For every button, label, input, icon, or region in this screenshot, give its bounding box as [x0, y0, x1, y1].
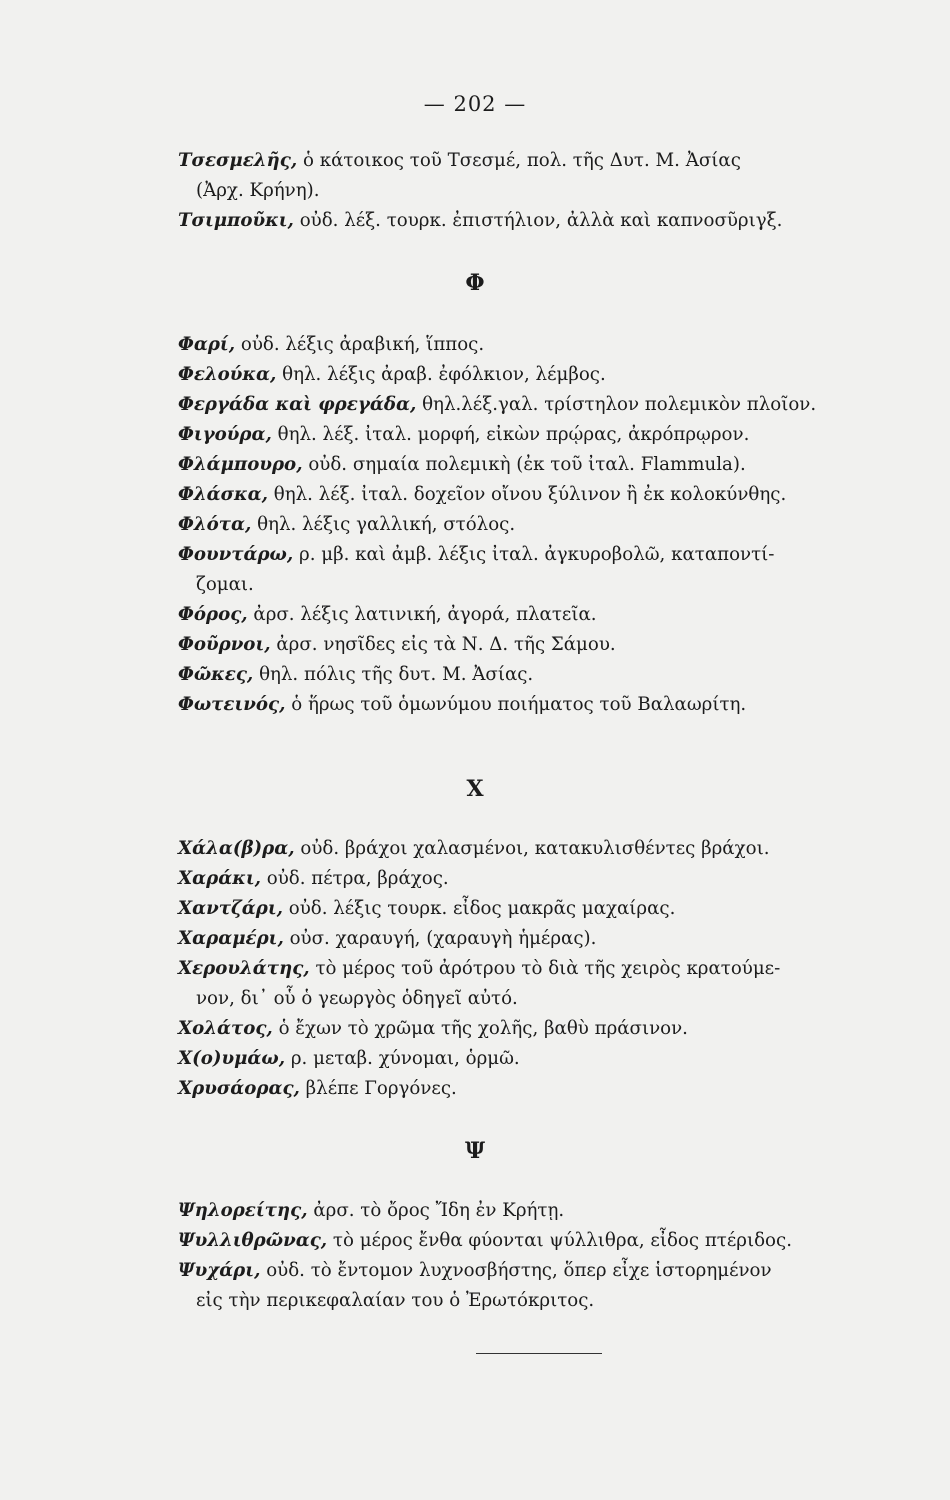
definition: θηλ. πόλις τῆς δυτ. Μ. Ἀσίας.	[259, 664, 534, 685]
entry	[178, 924, 900, 954]
entry	[178, 450, 900, 480]
entry	[178, 480, 900, 510]
entry	[178, 510, 900, 540]
headword: Χαράκι,	[178, 868, 261, 889]
entry	[178, 1256, 900, 1316]
section-letter-phi: Φ	[465, 270, 485, 296]
definition: οὐσ. χαραυγή, (χαραυγὴ ἡμέρας).	[289, 928, 597, 949]
definition: οὐδ. λέξις τουρκ. εἶδος μακρᾶς μαχαίρας.	[288, 898, 676, 919]
entry	[178, 834, 900, 864]
headword: Φλότα,	[178, 514, 252, 535]
headword: Ψυλλιθρῶνας,	[178, 1230, 328, 1251]
section-psi	[178, 1196, 900, 1316]
headword: Φοῦρνοι,	[178, 634, 271, 655]
entry	[178, 420, 900, 450]
definition: ἀρσ. τὸ ὄρος Ἴδη ἐν Κρήτῃ.	[313, 1200, 565, 1221]
headword: Τσεσμελῆς,	[178, 150, 298, 171]
headword: Χαραμέρι,	[178, 928, 284, 949]
definition: τὸ μέρος τοῦ ἀρότρου τὸ διὰ τῆς χειρὸς κρατούμε-	[315, 958, 781, 979]
headword: Φλάμπουρο,	[178, 454, 303, 475]
entry	[178, 600, 900, 630]
page-number: — 202 —	[423, 92, 527, 116]
entry	[178, 1044, 900, 1074]
entry	[178, 1196, 900, 1226]
entry	[178, 330, 900, 360]
definition: ὁ ἥρως τοῦ ὁμωνύμου ποιήματος τοῦ Βαλαωρίτη.	[291, 694, 747, 715]
entry	[178, 954, 900, 1014]
entry	[178, 630, 900, 660]
end-rule	[476, 1353, 602, 1354]
section-chi	[178, 834, 900, 1104]
section-tau	[178, 146, 900, 236]
definition: θηλ. λέξις γαλλική, στόλος.	[257, 514, 516, 535]
headword: Φωτεινός,	[178, 694, 286, 715]
headword: Χαντζάρι,	[178, 898, 283, 919]
definition: οὐδ. τὸ ἔντομον λυχνοσβήστης, ὅπερ εἶχε ἱστορημένον	[266, 1260, 772, 1281]
definition-continuation: εἰς τὴν περικεφαλαίαν του ὁ Ἐρωτόκριτος.	[196, 1290, 595, 1311]
entry	[178, 660, 900, 690]
headword: Φόρος,	[178, 604, 248, 625]
section-letter-chi: Χ	[466, 776, 484, 802]
definition: θηλ. λέξις ἀραβ. ἐφόλκιον, λέμβος.	[282, 364, 606, 385]
headword: Χολάτος,	[178, 1018, 273, 1039]
headword: Φιγούρα,	[178, 424, 272, 445]
entry	[178, 894, 900, 924]
entry	[178, 390, 900, 420]
definition: οὐδ. βράχοι χαλασμένοι, κατακυλισθέντες βράχοι.	[300, 838, 770, 859]
definition: οὐδ. λέξις ἀραβική, ἵππος.	[240, 334, 485, 355]
entry	[178, 360, 900, 390]
headword: Φῶκες,	[178, 664, 254, 685]
section-phi	[178, 330, 900, 720]
entry	[178, 864, 900, 894]
headword: Χερουλάτης,	[178, 958, 310, 979]
headword: Φελούκα,	[178, 364, 277, 385]
headword: Χάλα(β)ρα,	[178, 838, 295, 859]
definition: οὐδ. λέξ. τουρκ. ἐπιστήλιον, ἀλλὰ καὶ καπνοσῦριγξ.	[299, 210, 783, 231]
entry	[178, 540, 900, 600]
definition: θηλ. λέξ. ἰταλ. μορφή, εἰκὼν πρῴρας, ἀκρόπρῳρον.	[277, 424, 750, 445]
headword: Φαρί,	[178, 334, 236, 355]
definition: οὐδ. πέτρα, βράχος.	[266, 868, 449, 889]
definition: ρ. μεταβ. χύνομαι, ὁρμῶ.	[290, 1048, 520, 1069]
entry	[178, 1074, 900, 1104]
entry	[178, 146, 900, 206]
definition-continuation: νον, δι᾽ οὗ ὁ γεωργὸς ὁδηγεῖ αὐτό.	[196, 988, 518, 1009]
definition: ἀρσ. νησῖδες εἰς τὰ Ν. Δ. τῆς Σάμου.	[276, 634, 616, 655]
headword: Φεργάδα καὶ φρεγάδα,	[178, 394, 417, 415]
definition: ὁ ἔχων τὸ χρῶμα τῆς χολῆς, βαθὺ πράσινον.	[278, 1018, 688, 1039]
headword: Τσιμποῦκι,	[178, 210, 294, 231]
headword: Φουντάρω,	[178, 544, 294, 565]
definition: ρ. μβ. καὶ ἀμβ. λέξις ἰταλ. ἀγκυροβολῶ, καταποντί-	[299, 544, 775, 565]
definition: τὸ μέρος ἔνθα φύονται ψύλλιθρα, εἶδος πτέριδος.	[332, 1230, 792, 1251]
headword: Χρυσάορας,	[178, 1078, 300, 1099]
definition: οὐδ. σημαία πολεμικὴ (ἐκ τοῦ ἰταλ. Flammula).	[308, 454, 746, 475]
entry	[178, 1014, 900, 1044]
definition: βλέπε Γοργόνες.	[305, 1078, 457, 1099]
definition: ἀρσ. λέξις λατινική, ἀγορά, πλατεῖα.	[253, 604, 597, 625]
section-letter-psi: Ψ	[464, 1138, 486, 1164]
entry	[178, 206, 900, 236]
headword: Ψυχάρι,	[178, 1260, 261, 1281]
definition: θηλ. λέξ. ἰταλ. δοχεῖον οἴνου ξύλινον ἢ ἐκ κολοκύνθης.	[273, 484, 787, 505]
headword: Φλάσκα,	[178, 484, 268, 505]
headword: Χ(ο)υμάω,	[178, 1048, 286, 1069]
definition: ὁ κάτοικος τοῦ Τσεσμέ, πολ. τῆς Δυτ. Μ. Ἀσίας	[302, 150, 741, 171]
definition: θηλ.λέξ.γαλ. τρίστηλον πολεμικὸν πλοῖον.	[422, 394, 817, 415]
definition-continuation: ζομαι.	[196, 574, 254, 595]
entry	[178, 690, 900, 720]
headword: Ψηλορείτης,	[178, 1200, 308, 1221]
definition-continuation: (Ἀρχ. Κρήνη).	[196, 180, 320, 201]
entry	[178, 1226, 900, 1256]
